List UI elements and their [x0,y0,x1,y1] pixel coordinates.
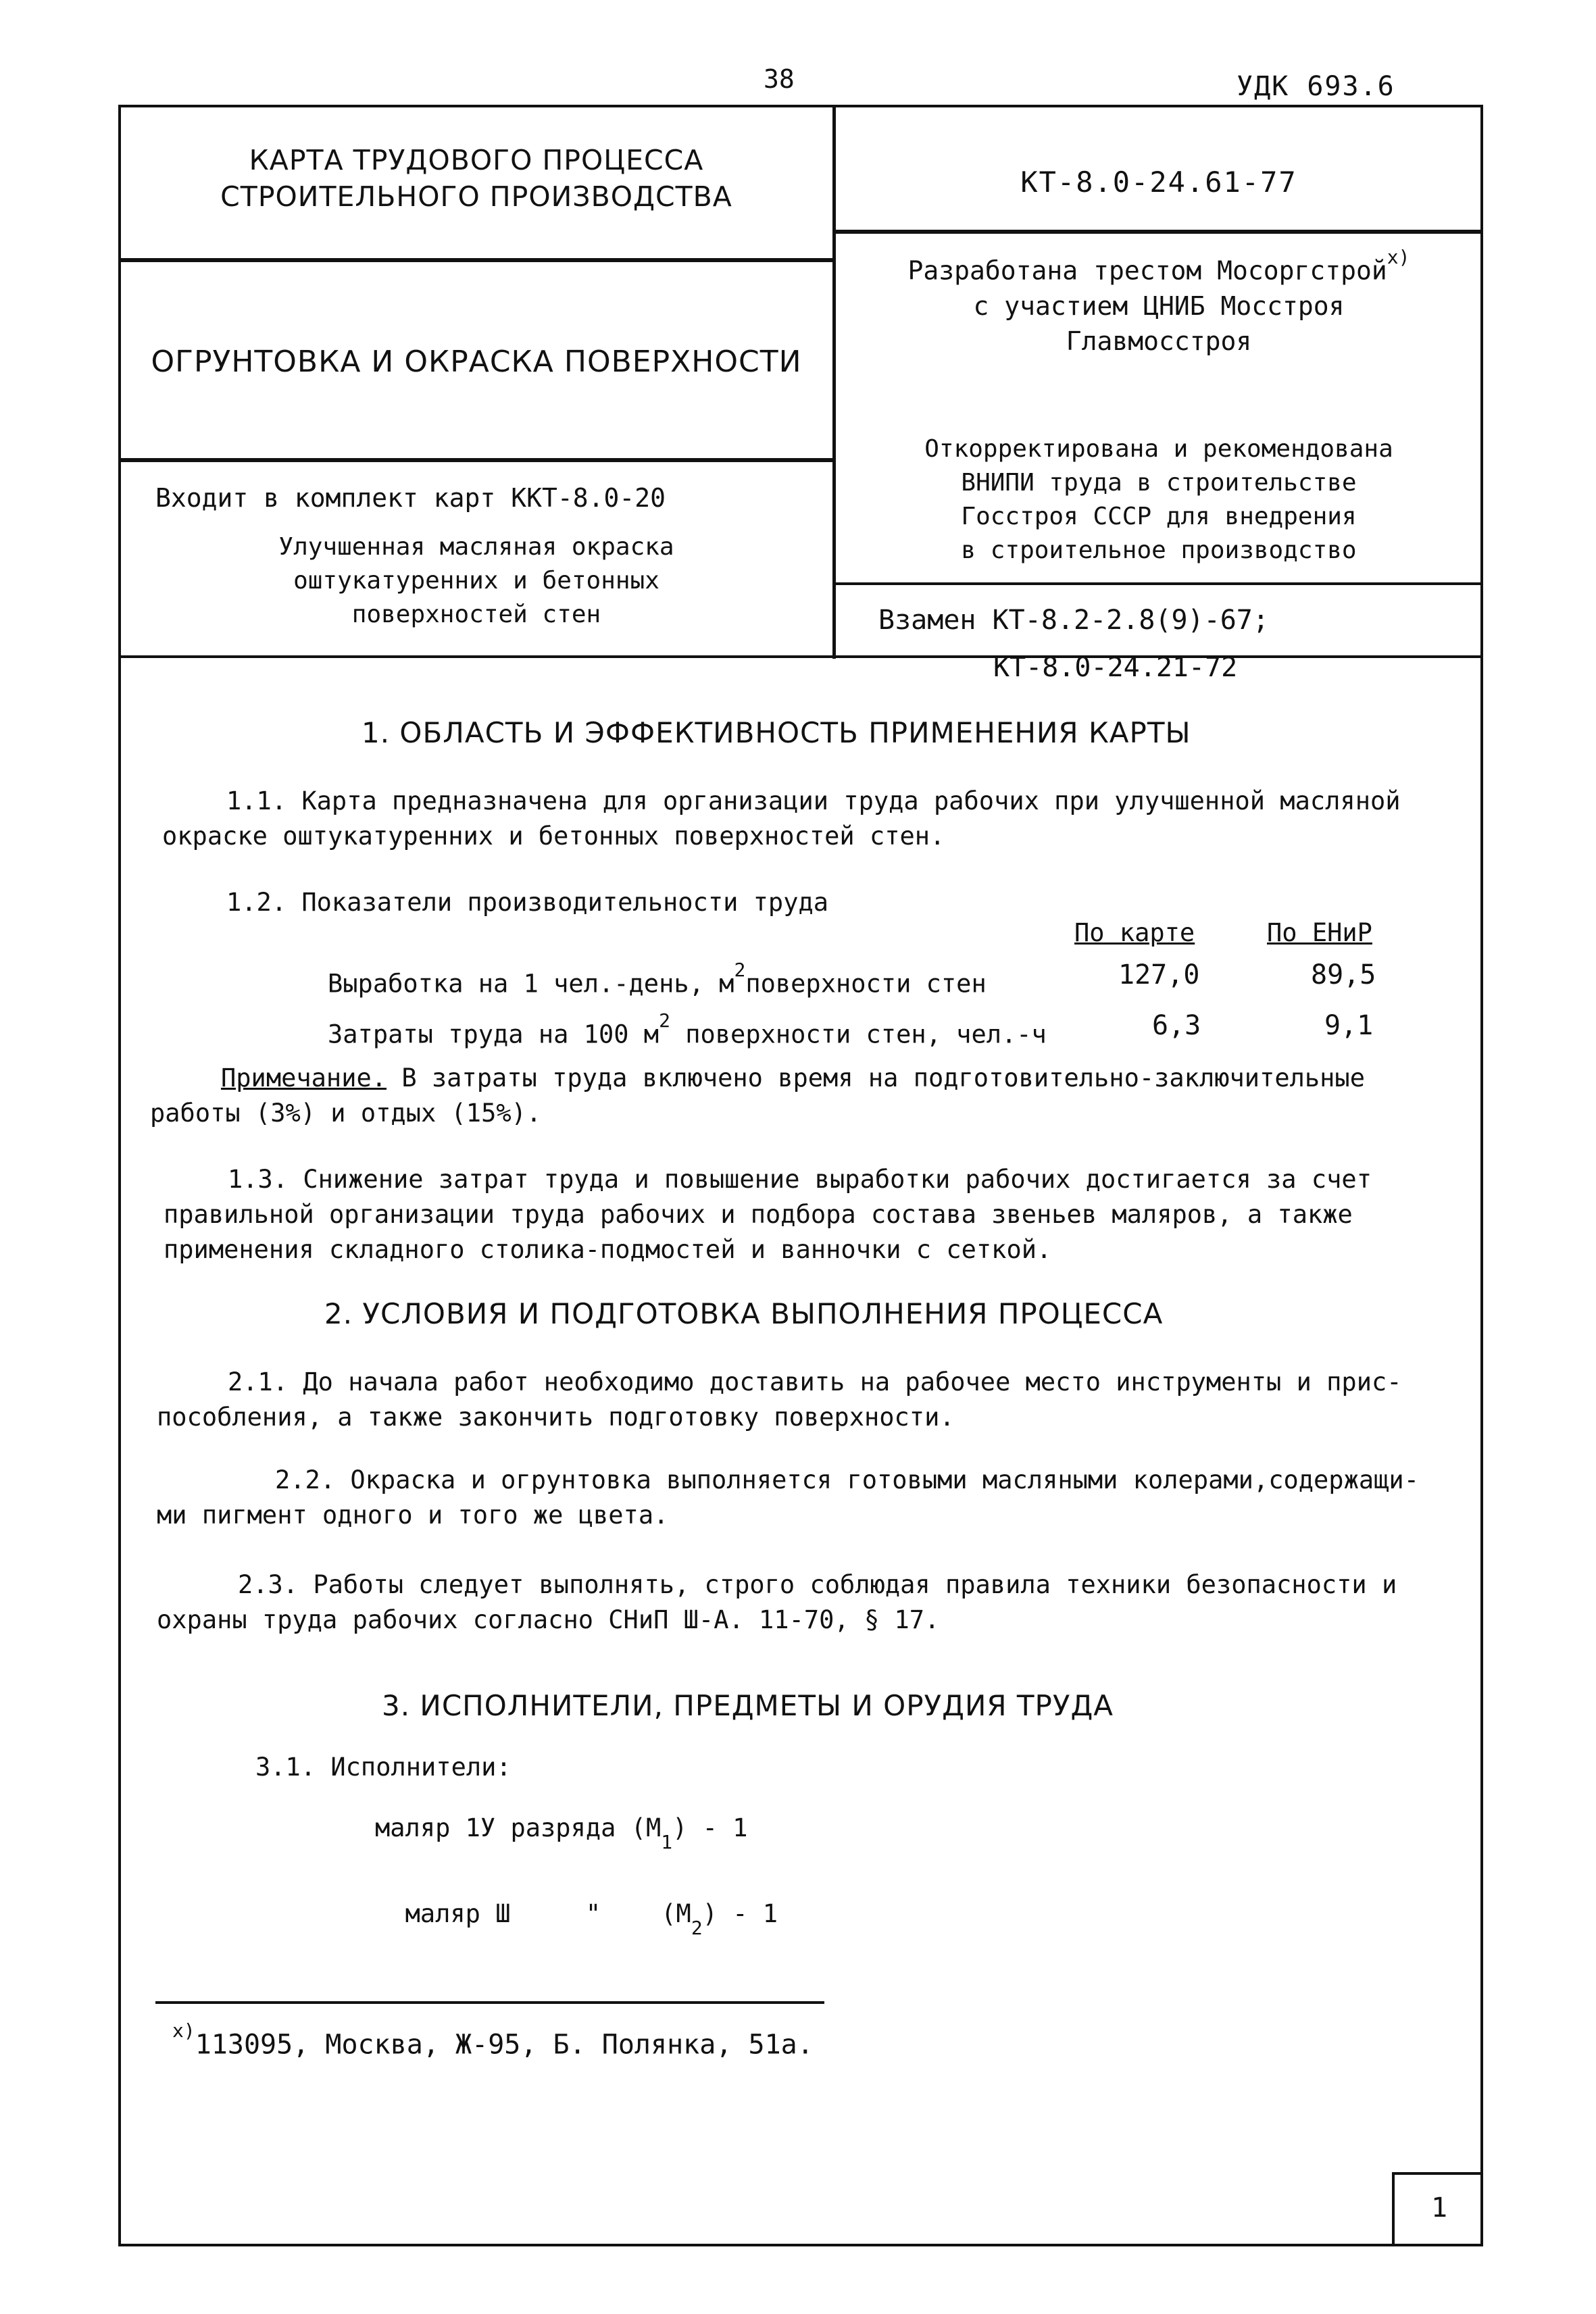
paragraph-1-2: 1.2. Показатели производительности труда [226,888,829,917]
paragraph-line: 2.3. Работы следует выполнять, строго соблюдая правила техники безопасности и [238,1570,1397,1599]
metric-output-card: 127,0 [1118,959,1200,990]
set-label: Входит в комплект карт ККТ-8.0-20 [155,483,666,513]
corrected-by [838,432,1480,568]
paragraph-line: окраске оштукатуренних и бетонных поверхностей стен. [162,822,945,851]
worker-label: маляр 1У разряда (М [375,1813,662,1842]
divider [118,258,834,262]
paragraph-line: 2.1. До начала работ необходимо доставить на рабочее место инструменты и прис- [228,1367,1402,1397]
divider [832,105,836,659]
metric-label: поверхности стен, чел.-ч [670,1020,1047,1049]
metric-row-labor [328,1010,1047,1052]
paragraph-line: 1.1. Карта предназначена для организации труда рабочих при улучшенной масляной [226,786,1401,815]
metric-labor-card: 6,3 [1152,1010,1201,1041]
divider [118,655,1483,658]
metric-output-enir: 89,5 [1311,959,1376,990]
divider [1392,2172,1395,2246]
worker-count: ) - 1 [702,1899,778,1928]
paragraph-line: 2.2. Окраска и огрунтовка выполняется готовыми масляными колерами,содержащи- [275,1465,1419,1494]
metric-labor-enir: 9,1 [1324,1010,1374,1041]
metric-row-output [328,959,987,1001]
replaces-line-1: Взамен КТ-8.2-2.8(9)-67; [878,605,1269,636]
worker-2 [375,1861,778,1939]
paragraph-line: охраны труда рабочих согласно СНиП Ш-А. 11-70, § 17. [157,1605,940,1634]
note-line: работы (3%) и отдых (15%). [150,1099,542,1128]
developed-text: Разработана трестом Мосоргстрой [907,255,1387,286]
divider [118,458,834,462]
paragraph-3-1: 3.1. Исполнители: [255,1753,512,1782]
developed-by [838,247,1480,359]
set-desc-line: Улучшенная масляная окраска [278,533,674,561]
paragraph-2-3 [157,1567,1397,1638]
paragraph-2-2 [157,1463,1419,1533]
page-number: 38 [764,64,795,94]
sheet-number: 1 [1431,2192,1448,2223]
card-code: КТ-8.0-24.61-77 [1020,166,1297,199]
card-type-line: СТРОИТЕЛЬНОГО ПРОИЗВОДСТВА [220,180,732,213]
note [150,1061,1365,1131]
subscript: 2 [691,1917,703,1940]
divider [834,230,1483,234]
corrected-line: Госстроя СССР для внедрения [961,503,1357,530]
corrected-line: Откорректирована и рекомендована [924,435,1393,463]
superscript: 2 [734,959,746,981]
paragraph-1-3 [164,1162,1372,1267]
footnote [172,2020,814,2062]
note-line [221,1061,1365,1096]
corrected-line: в строительное производство [961,536,1357,564]
developed-line: с участием ЦНИБ Мосстроя [973,291,1345,321]
set-desc-line: оштукатуренних и бетонных [293,567,659,595]
col-header-enir: По ЕНиР [1267,918,1372,947]
metric-label: Выработка на 1 чел.-день, м [328,969,734,999]
col-header-card: По карте [1074,918,1195,947]
card-type [122,142,831,215]
divider [1392,2172,1483,2175]
note-label: Примечание. [221,1063,387,1092]
paragraph-line: правильной организации труда рабочих и подбора состава звеньев маляров, а также [164,1200,1353,1229]
worker-1 [375,1811,748,1853]
set-description [122,530,831,632]
footnote-text: 113095, Москва, Ж-95, Б. Полянка, 51а. [195,2029,814,2061]
footnote-rule [155,2001,824,2004]
paragraph-line: ми пигмент одного и того же цвета. [157,1501,669,1530]
worker-label: маляр Ш " (М [405,1899,691,1928]
corrected-line: ВНИПИ труда в строительстве [961,469,1357,497]
section-1-title: 1. ОБЛАСТЬ И ЭФФЕКТИВНОСТЬ ПРИМЕНЕНИЯ КАРТЫ [361,716,1191,749]
udk-code: УДК 693.6 [1237,71,1395,102]
note-text: В затраты труда включено время на подготовительно-заключительные [386,1063,1365,1092]
worker-count: ) - 1 [672,1813,748,1842]
section-2-title: 2. УСЛОВИЯ И ПОДГОТОВКА ВЫПОЛНЕНИЯ ПРОЦЕССА [324,1297,1164,1330]
metric-label: поверхности стен [745,969,987,999]
developed-line: Главмосстроя [1066,326,1252,356]
paragraph-2-1 [157,1365,1402,1435]
paragraph-line: применения складного столика-подмостей и ванночки с сеткой. [164,1235,1052,1264]
superscript: 2 [659,1009,670,1032]
metric-label: Затраты труда на 100 м [328,1020,659,1049]
footnote-mark: x) [1387,246,1410,268]
subscript: 1 [661,1831,673,1854]
paragraph-1-1 [162,784,1401,854]
paragraph-line: 1.3. Снижение затрат труда и повышение выработки рабочих достигается за счет [228,1165,1372,1194]
card-title: ОГРУНТОВКА И ОКРАСКА ПОВЕРХНОСТИ [151,345,802,379]
replaces-line-2: КТ-8.0-24.21-72 [993,652,1238,683]
set-desc-line: поверхностей стен [351,601,601,628]
divider [834,582,1483,585]
footnote-mark: x) [172,2019,195,2042]
section-3-title: 3. ИСПОЛНИТЕЛИ, ПРЕДМЕТЫ И ОРУДИЯ ТРУДА [382,1689,1114,1722]
card-type-line: КАРТА ТРУДОВОГО ПРОЦЕССА [249,144,704,176]
developed-line [838,247,1480,288]
paragraph-line: пособления, а также закончить подготовку поверхности. [157,1403,955,1432]
